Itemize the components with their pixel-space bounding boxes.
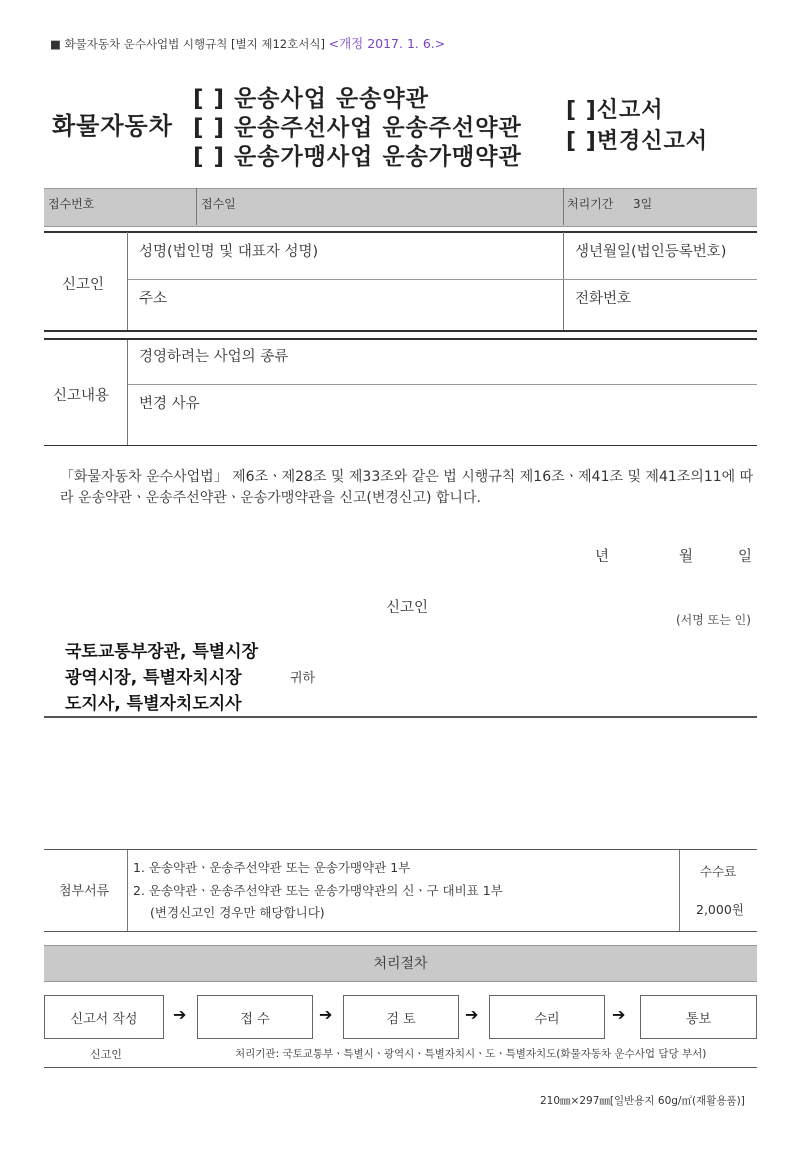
- date-year[interactable]: 년: [595, 549, 610, 565]
- process-step-write: 신고서 작성: [44, 995, 164, 1039]
- declaration-text: 「화물자동차 운수사업법」 제6조ㆍ제28조 및 제33조와 같은 법 시행규칙 제16조ㆍ제41조 및 제41조의11에 따라 운송약관ㆍ운송주선약관ㆍ운송가맹약관을 신고(변경신고) 합니다.: [60, 469, 754, 506]
- signature-field[interactable]: (서명 또는 인): [676, 613, 751, 627]
- paper-spec-footer: 210㎜×297㎜[일반용지 60g/㎡(재활용품)]: [540, 1095, 745, 1107]
- date-month[interactable]: 월: [679, 549, 694, 565]
- business-type-field[interactable]: 경영하려는 사업의 종류: [139, 349, 289, 365]
- process-step-accept: 수리: [489, 995, 605, 1039]
- applicant-birthdate-field[interactable]: 생년월일(법인등록번호): [575, 244, 727, 260]
- revision-date: <개정 2017. 1. 6.>: [328, 36, 446, 51]
- arrow-right-icon: ➔: [612, 1005, 626, 1024]
- arrow-right-icon: ➔: [173, 1005, 187, 1024]
- fee-label: 수수료: [700, 864, 737, 879]
- processing-period-label: 처리기간: [567, 197, 614, 211]
- option-change-report[interactable]: [ ]변경신고서: [566, 129, 709, 154]
- content-section-label: 신고내용: [53, 388, 110, 404]
- receipt-date-label: 접수일: [201, 197, 236, 211]
- applicant-section-label: 신고인: [62, 277, 105, 293]
- process-title: 처리절차: [373, 956, 428, 972]
- applicant-address-field[interactable]: 주소: [139, 291, 168, 307]
- addressee-line-2: 광역시장, 특별자치시장: [65, 668, 242, 688]
- addressee-line-3: 도지사, 특별자치도지사: [65, 694, 242, 714]
- honorific: 귀하: [290, 671, 316, 686]
- attachments-label: 첨부서류: [59, 884, 110, 899]
- form-title-main: 화물자동차: [52, 112, 173, 140]
- processing-period-value: 3일: [633, 197, 653, 211]
- option-franchise-business[interactable]: [ ] 운송가맹사업 운송가맹약관: [193, 144, 522, 170]
- arrow-right-icon: ➔: [465, 1005, 479, 1024]
- receipt-number-label: 접수번호: [48, 197, 95, 211]
- arrow-right-icon: ➔: [319, 1005, 333, 1024]
- attachment-item-2-note: (변경신고인 경우만 해당합니다): [150, 905, 325, 920]
- change-reason-field[interactable]: 변경 사유: [139, 396, 200, 412]
- process-applicant-note: 신고인: [90, 1048, 122, 1061]
- applicant-name-field[interactable]: 성명(법인명 및 대표자 성명): [139, 244, 319, 260]
- attachment-item-1: 1. 운송약관ㆍ운송주선약관 또는 운송가맹약관 1부: [133, 860, 411, 875]
- option-report[interactable]: [ ]신고서: [566, 98, 664, 123]
- date-day[interactable]: 일: [738, 549, 753, 565]
- signature-label: 신고인: [386, 600, 429, 616]
- form-header-note: [50, 34, 445, 52]
- process-step-review: 검 토: [343, 995, 459, 1039]
- form-reference: ■ 화물자동차 운수사업법 시행규칙 [별지 제12호서식]: [50, 37, 325, 51]
- attachment-item-2: 2. 운송약관ㆍ운송주선약관 또는 운송가맹약관의 신ㆍ구 대비표 1부: [133, 883, 503, 898]
- fee-value: 2,000원: [696, 902, 744, 917]
- process-step-notify: 통보: [640, 995, 757, 1039]
- process-agency-note: 처리기관: 국토교통부ㆍ특별시ㆍ광역시ㆍ특별자치시ㆍ도ㆍ특별자치도(화물자동차 운수사업 담당 부서): [235, 1048, 707, 1060]
- applicant-phone-field[interactable]: 전화번호: [575, 291, 632, 307]
- option-transport-business[interactable]: [ ] 운송사업 운송약관: [193, 86, 429, 112]
- option-forwarding-business[interactable]: [ ] 운송주선사업 운송주선약관: [193, 115, 522, 141]
- process-step-receive: 접 수: [197, 995, 313, 1039]
- addressee-line-1: 국토교통부장관, 특별시장: [65, 642, 259, 662]
